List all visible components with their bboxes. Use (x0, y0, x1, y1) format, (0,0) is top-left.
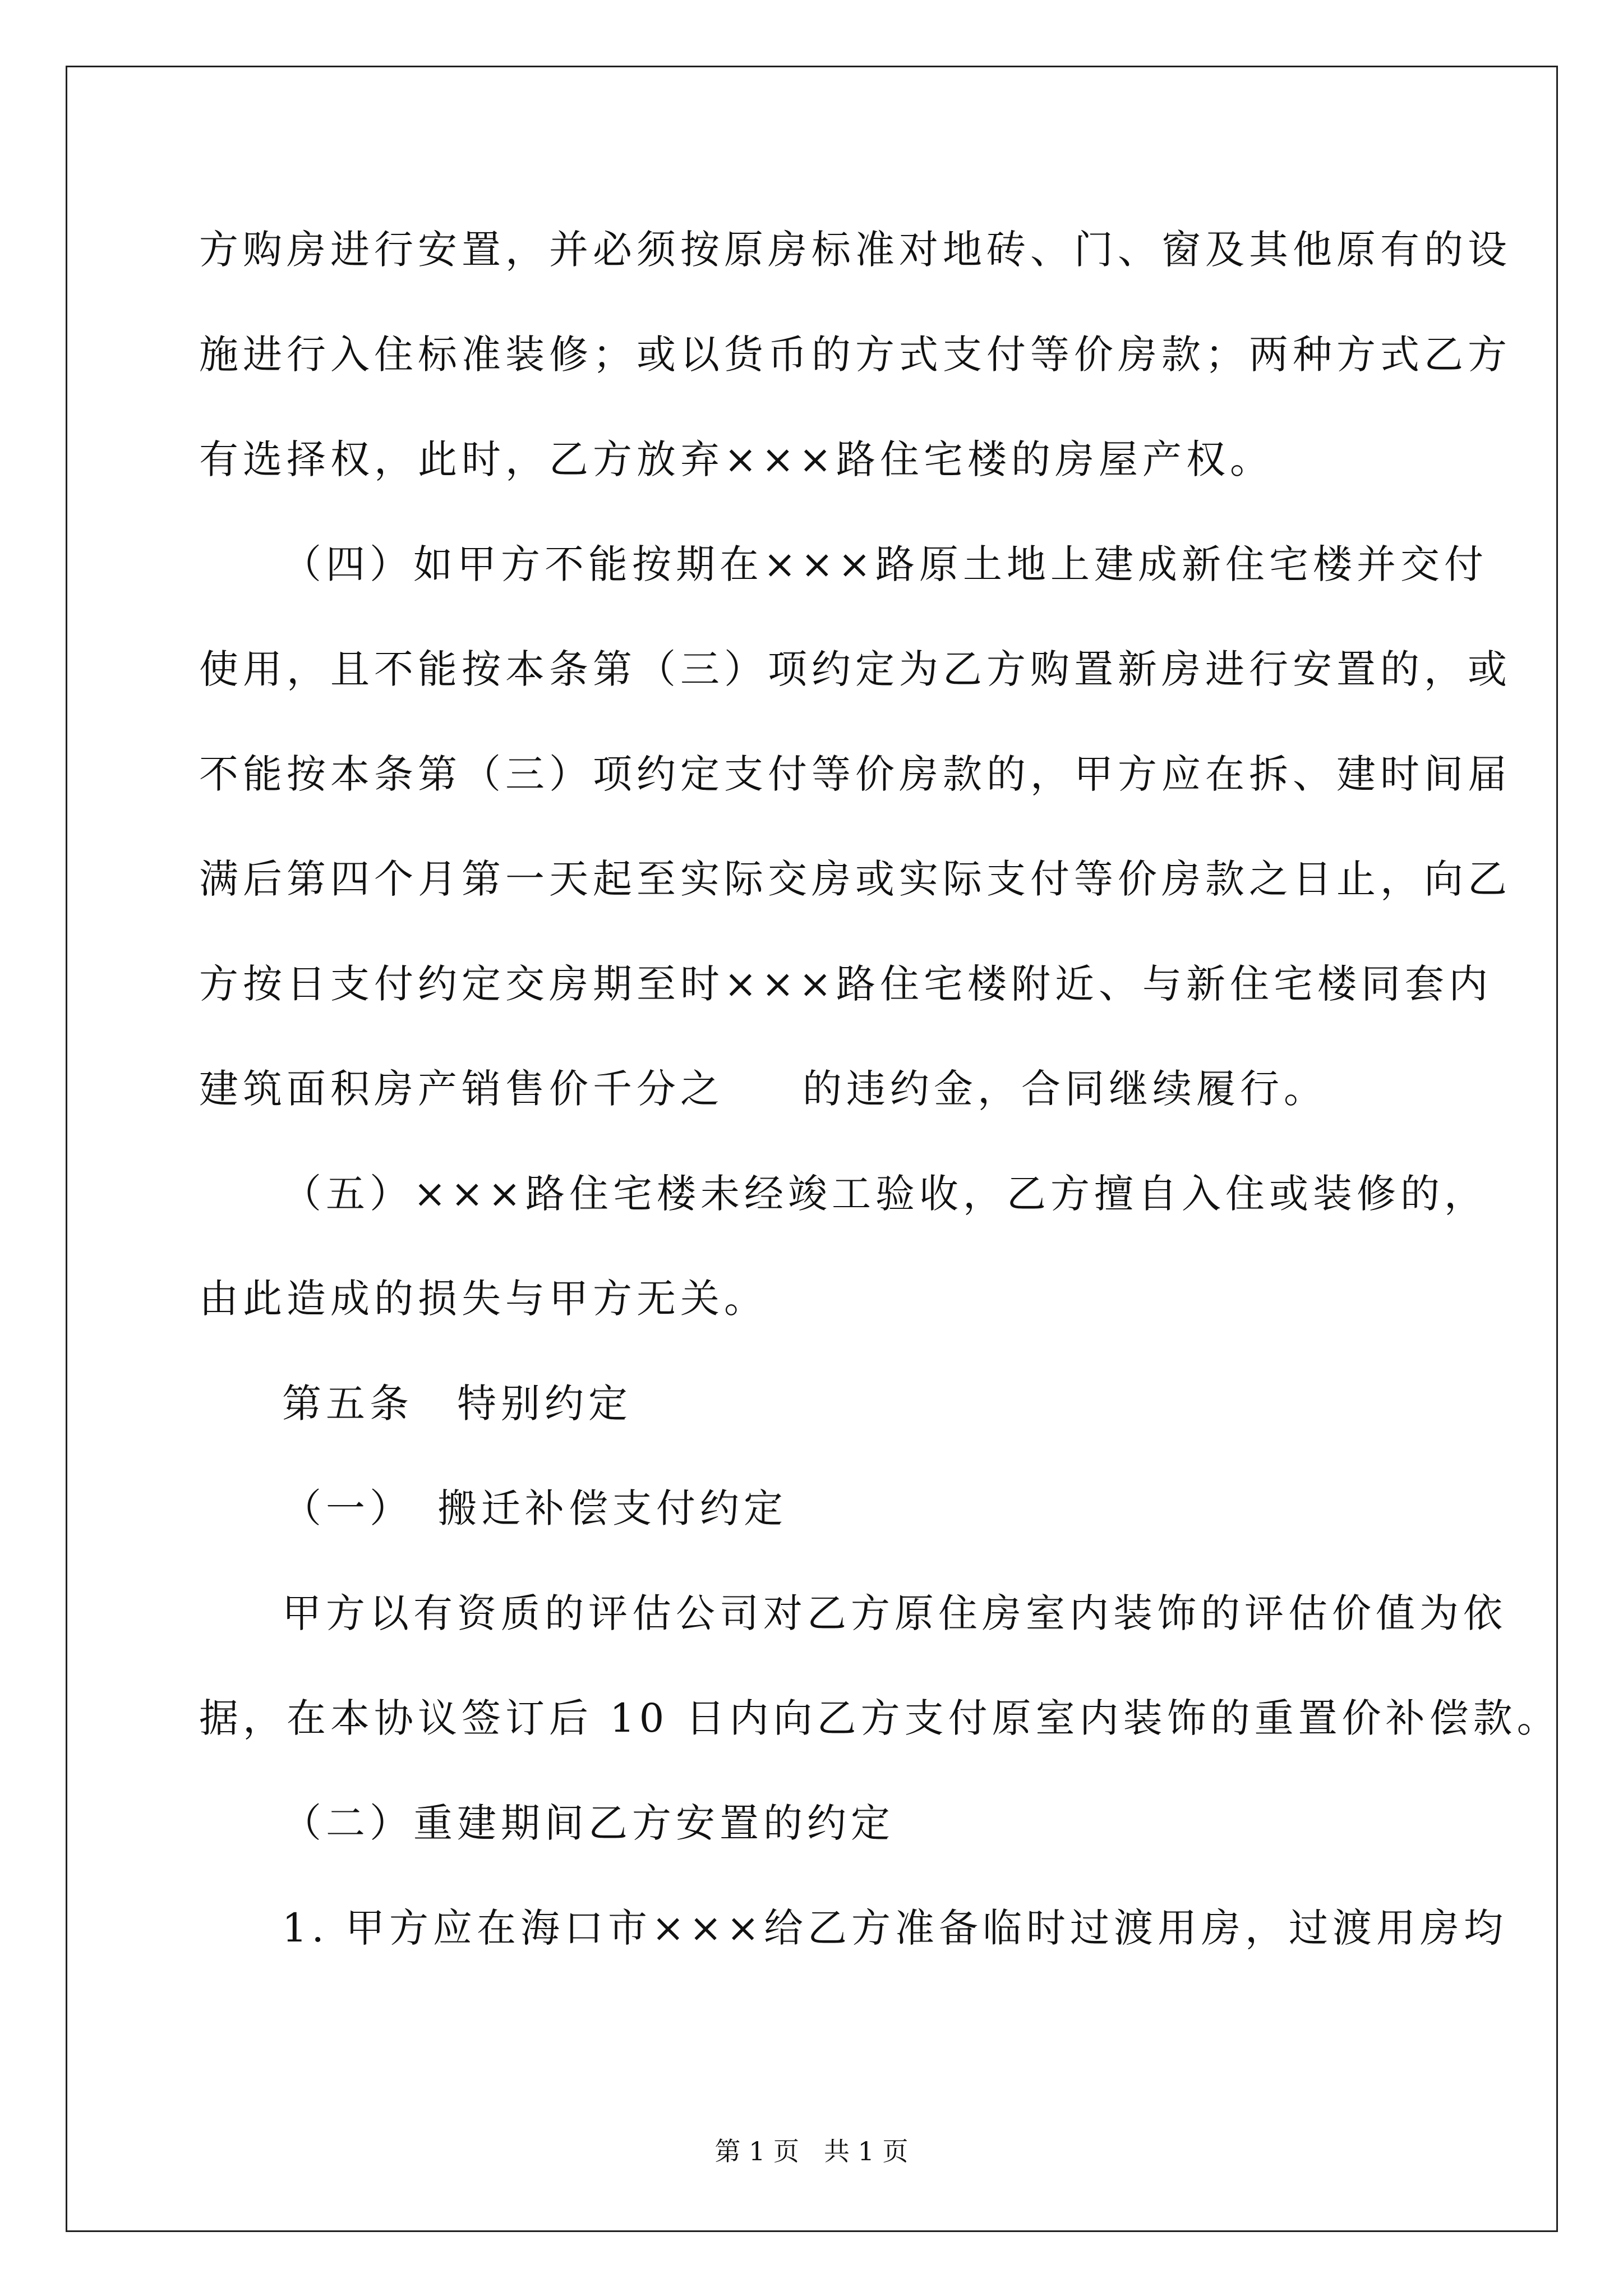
text-line: 甲方以有资质的评估公司对乙方原住房室内装饰的评估价值为依 (282, 1590, 1507, 1636)
text-line: （五）×××路住宅楼未经竣工验收，乙方擅自入住或装修的， (282, 1171, 1488, 1217)
text-line: 不能按本条第（三）项约定支付等价房款的，甲方应在拆、建时间届 (199, 751, 1511, 797)
text-line: 据，在本协议签订后 10 日内向乙方支付原室内装饰的重置价补偿款。 (199, 1695, 1561, 1741)
text-line: （四）如甲方不能按期在×××路原土地上建成新住宅楼并交付 (282, 541, 1488, 587)
text-line: 施进行入住标准装修；或以货币的方式支付等价房款；两种方式乙方 (199, 332, 1511, 378)
document-body (199, 216, 1561, 1999)
section-heading: 第五条 特别约定 (282, 1381, 632, 1427)
page-footer (0, 2134, 1623, 2168)
text-line: 1. 甲方应在海口市×××给乙方准备临时过渡用房，过渡用房均 (282, 1905, 1507, 1951)
subsection-heading: （一） 搬迁补偿支付约定 (282, 1485, 787, 1531)
text-line: 使用，且不能按本条第（三）项约定为乙方购置新房进行安置的，或 (199, 646, 1511, 692)
page-number: 第 1 页 (714, 2136, 799, 2166)
text-line: 方按日支付约定交房期至时×××路住宅楼附近、与新住宅楼同套内 (199, 961, 1492, 1007)
text-line: 由此造成的损失与甲方无关。 (199, 1276, 768, 1322)
page-total: 共 1 页 (824, 2136, 909, 2166)
text-line: 满后第四个月第一天起至实际交房或实际支付等价房款之日止，向乙 (199, 856, 1511, 902)
text-line: 有选择权，此时，乙方放弃×××路住宅楼的房屋产权。 (199, 436, 1274, 482)
subsection-heading: （二）重建期间乙方安置的约定 (282, 1800, 895, 1846)
text-line: 建筑面积房产销售价千分之 的违约金，合同继续履行。 (199, 1066, 1327, 1112)
text-line: 方购房进行安置，并必须按原房标准对地砖、门、窗及其他原有的设 (199, 227, 1511, 273)
